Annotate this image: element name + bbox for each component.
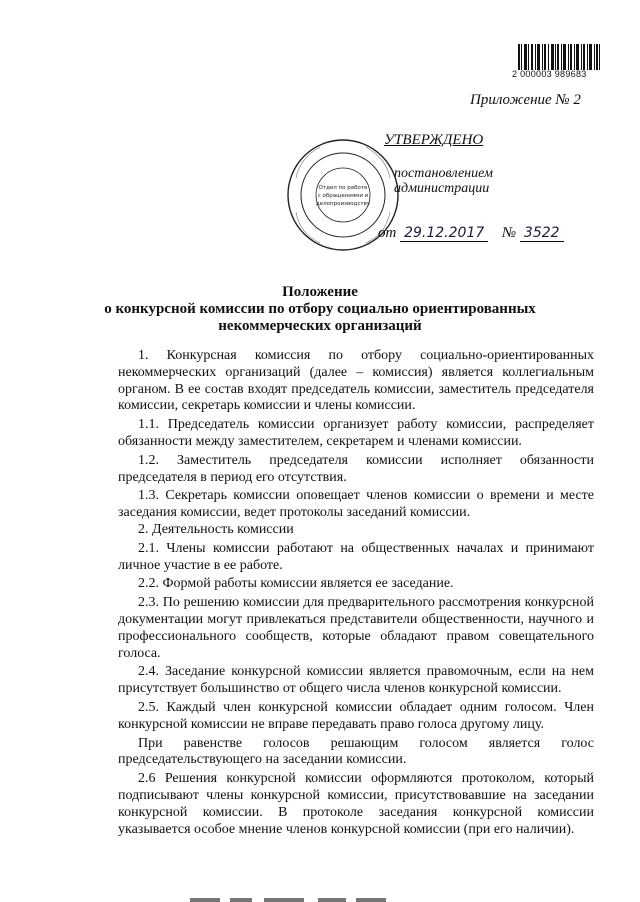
paragraph-2-2: 2.2. Формой работы комиссии является ее заседание. (138, 576, 454, 592)
paragraph-1-2: 1.2. Заместитель председателя комиссии исполняет обязанности председателя в период его отсутствия. (118, 452, 594, 485)
document-subtitle-line1: о конкурсной комиссии по отбору социально ориентированных (104, 301, 536, 317)
paragraph-1: 1. Конкурсная комиссия по отбору социально-ориентированных некоммерческих организаций (далее – комиссия) является коллегиальным органом. В ее состав входят председатель комиссии, заместитель председателя комиссии, секретарь комиссии и члены комиссии. (118, 348, 594, 414)
paragraph-2-6: 2.6 Решения конкурсной комиссии оформляются протоколом, который подписывают члены конкурсной комиссии, присутствовавшие на заседании конкурсной комиссии. В протоколе заседания конкурсной комиссии указывается особое мнение членов конкурсной комиссии (при его наличии). (118, 771, 594, 837)
paragraph-2-1: 2.1. Члены комиссии работают на общественных началах и принимают личное участие в ее работе. (118, 540, 594, 573)
approved-heading: УТВЕРЖДЕНО (384, 132, 484, 148)
paragraph-2-3: 2.3. По решению комиссии для предварительного рассмотрения конкурсной документации могут привлекаться представители общественности, научного и профессионального сообществ, которые обладают правом совещательного голоса. (118, 595, 594, 661)
document-subtitle-line2: некоммерческих организаций (218, 318, 422, 334)
document-body (118, 348, 594, 838)
approval-line-1: постановлением (394, 166, 493, 181)
approval-date-line (378, 225, 564, 242)
paragraph-1-1: 1.1. Председатель комиссии организует работу комиссии, распределяет обязанности между заместителем, секретарем и членами комиссии. (118, 417, 594, 449)
stamp-inner-line2: с обращениями и (317, 193, 369, 199)
paragraph-2-4: 2.4. Заседание конкурсной комиссии является правомочным, если на нем присутствует большинство от общего числа членов конкурсной комиссии. (118, 664, 594, 697)
document-title: Положение (282, 284, 358, 300)
paragraph-2-5-tie: При равенстве голосов решающим голосом является голос председательствующего на заседании комиссии. (118, 735, 594, 768)
paragraph-1-3: 1.3. Секретарь комиссии оповещает членов комиссии о времени и месте заседания комиссии, ведет протоколы заседаний комиссии. (118, 488, 594, 521)
stamp-inner-line1: Отдел по работе (318, 185, 368, 191)
barcode-image (518, 44, 600, 70)
approval-date: 29.12.2017 (400, 225, 488, 242)
approval-number: 3522 (520, 225, 564, 242)
paragraph-2-5: 2.5. Каждый член конкурсной комиссии обладает одним голосом. Член конкурсной комиссии не вправе передавать право голоса другому лицу. (118, 699, 594, 732)
stamp-inner-line3: делопроизводству (315, 201, 371, 207)
number-label: № (502, 225, 517, 241)
approval-line-2: администрации (394, 181, 490, 196)
appendix-label: Приложение № 2 (470, 92, 581, 108)
cropped-next-line (190, 892, 390, 902)
barcode-number: 2 000003 989683 (512, 69, 587, 79)
section-2-heading: 2. Деятельность комиссии (138, 521, 294, 537)
date-prefix: от (378, 225, 397, 241)
